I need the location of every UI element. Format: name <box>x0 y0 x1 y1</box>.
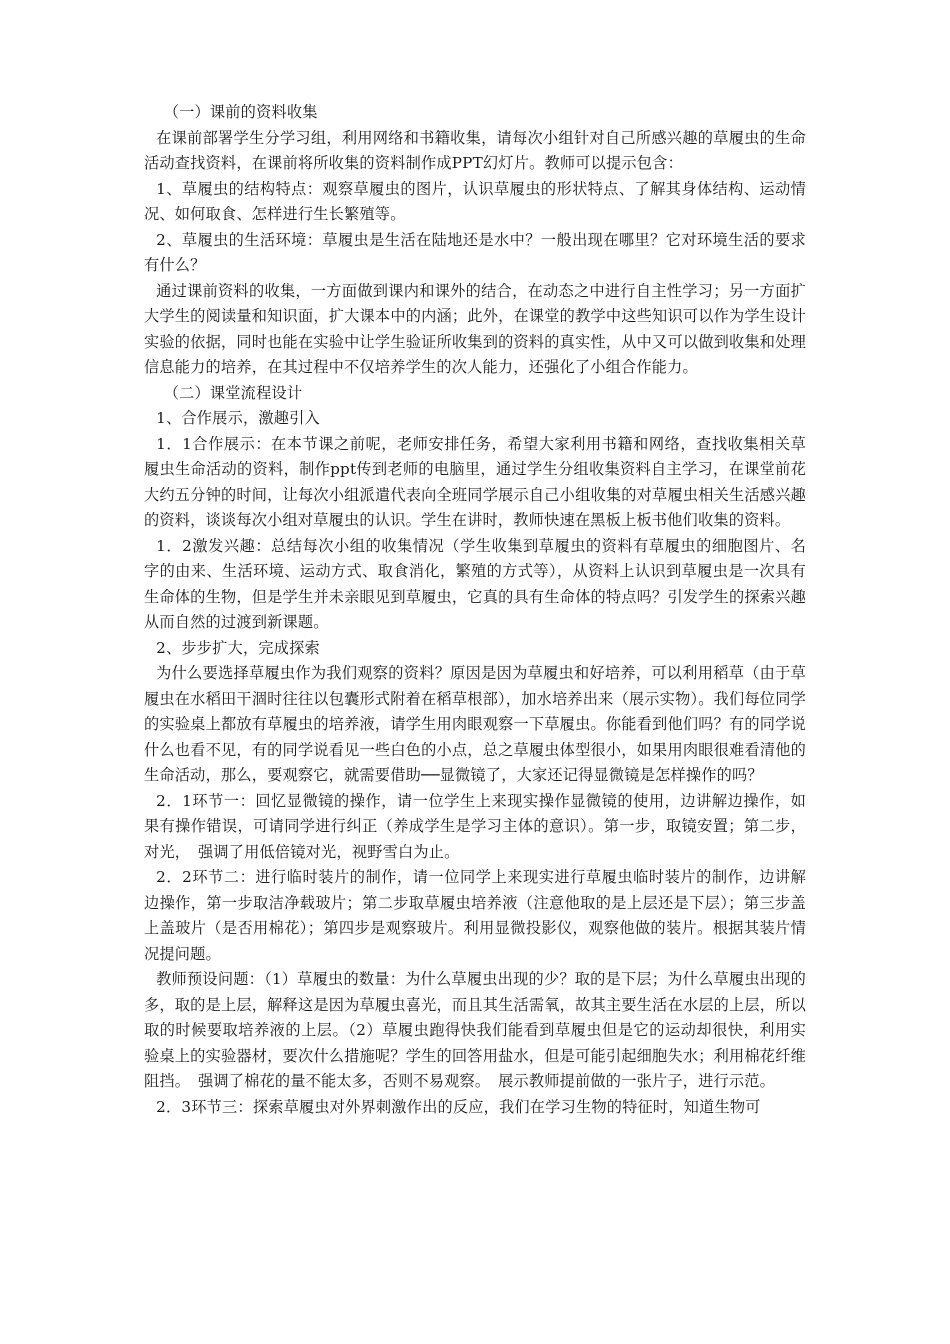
paragraph-teacher-questions: 教师预设问题：（1）草履虫的数量：为什么草履虫出现的少？取的是下层；为什么草履虫出现的多，取的是上层，解释这是因为草履虫喜光，而且其生活需氧，故其主要生活在水层的上层，所以取的时候要取培养液的上层。（2）草履虫跑得快我们能看到草履虫但是它的运动却很快，利用实验桌上的实验器材，要次什么措施呢？学生的回答用盐水，但是可能引起细胞失水；利用棉花纤维阻挡。 强调了棉花的量不能太多，否则不易观察。 展示教师提前做的一张片子，进行示范。 <box>144 970 806 1090</box>
paragraph-2-intro: 为什么要选择草履虫作为我们观察的资料？原因是因为草履虫和好培养，可以利用稻草（由于草履虫在水稻田干涸时往往以包囊形式附着在稻草根部），加水培养出来（展示实物）。我们每位同学的实验桌上都放有草履虫的培养液，请学生用肉眼观察一下草履虫。你能看到他们吗？有的同学说什么也看不见，有的同学说看见一些白色的小点，总之草履虫体型很小，如果用肉眼很难看清他的生命活动，那么，要观察它，就需要借助──显微镜了，大家还记得显微镜是怎样操作的吗？ <box>144 664 806 784</box>
paragraph-item-1: 1、草履虫的结构特点：观察草履虫的图片，认识草履虫的形状特点、了解其身体结构、运动情况、如何取食、怎样进行生长繁殖等。 <box>144 179 806 223</box>
paragraph-intro: 在课前部署学生分学习组，利用网络和书籍收集，请每次小组针对自己所感兴趣的草履虫的生命活动查找资料，在课前将所收集的资料制作成PPT幻灯片。教师可以提示包含： <box>144 128 806 172</box>
subheading-2: 2、步步扩大，完成探索 <box>156 638 320 657</box>
subheading-1: 1、合作展示，激趣引入 <box>156 409 320 427</box>
paragraph-2-3: 2．3环节三：探索草履虫对外界刺激作出的反应，我们在学习生物的特征时，知道生物可 <box>156 1097 761 1116</box>
document-body <box>144 100 806 1120</box>
paragraph-item-2: 2、草履虫的生活环境：草履虫是生活在陆地还是水中？一般出现在哪里？它对环境生活的要求有什么？ <box>144 230 806 274</box>
paragraph-1-1: 1．1合作展示：在本节课之前呢，老师安排任务，希望大家利用书籍和网络，查找收集相关草履虫生命活动的资料，制作ppt传到老师的电脑里，通过学生分组收集资料自主学习，在课堂前花大约五分钟的时间，让每次小组派遣代表向全班同学展示自己小组收集的对草履虫相关生活感兴趣的资料，谈谈每次小组对草履虫的认识。学生在讲时，教师快速在黑板上板书他们收集的资料。 <box>144 434 806 529</box>
paragraph-summary: 通过课前资料的收集，一方面做到课内和课外的结合，在动态之中进行自主性学习；另一方面扩大学生的阅读量和知识面，扩大课本中的内涵；此外，在课堂的教学中这些知识可以作为学生设计实验的依据，同时也能在实验中让学生验证所收集到的资料的真实性，从中又可以做到收集和处理信息能力的培养，在其过程中不仅培养学生的次人能力，还强化了小组合作能力。 <box>144 281 806 376</box>
paragraph-1-2: 1．2激发兴趣：总结每次小组的收集情况（学生收集到草履虫的资料有草履虫的细胞图片、名字的由来、生活环境、运动方式、取食消化，繁殖的方式等），从资料上认识到草履虫是一次具有生命体的生物，但是学生并未亲眼见到草履虫，它真的具有生命体的特点吗？引发学生的探索兴趣从而自然的过渡到新课题。 <box>144 536 806 631</box>
paragraph-2-1: 2．1环节一：回忆显微镜的操作，请一位学生上来现实操作显微镜的使用，边讲解边操作，如果有操作错误，可请同学进行纠正（养成学生是学习主体的意识）。第一步，取镜安置；第二步，对光， 强调了用低倍镜对光，视野雪白为止。 <box>144 791 806 861</box>
section-heading-class-flow: （二）课堂流程设计 <box>163 383 303 402</box>
paragraph-2-2: 2．2环节二：进行临时装片的制作，请一位同学上来现实进行草履虫临时装片的制作，边讲解边操作，第一步取洁净载玻片；第二步取草履虫培养液（注意他取的是上层还是下层）；第三步盖上盖玻片（是否用棉花）；第四步是观察玻片。利用显微投影仪，观察他做的装片。根据其装片情况提问题。 <box>144 868 806 963</box>
section-heading-pre-class: （一）课前的资料收集 <box>163 103 318 121</box>
